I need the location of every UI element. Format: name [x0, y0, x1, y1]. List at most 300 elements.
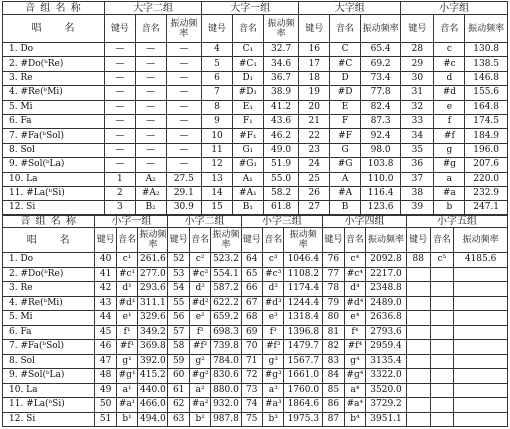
- key-number-cell: 13: [202, 172, 233, 186]
- frequency-cell: 2489.0: [366, 296, 407, 311]
- key-number-cell: 10: [202, 129, 233, 143]
- frequency-cell: 2348.8: [366, 282, 407, 297]
- note-name-cell: #a²: [189, 398, 210, 413]
- note-name-cell: [430, 369, 454, 384]
- key-number-cell: 40: [95, 253, 116, 268]
- note-name-cell: [430, 340, 454, 355]
- solfege-label: 3. Re: [3, 282, 95, 297]
- key-number-cell: 88: [406, 253, 430, 268]
- frequency-cell: 49.0: [263, 143, 299, 157]
- note-name-cell: #g³: [262, 369, 283, 384]
- note-name-cell: f⁴: [344, 325, 365, 340]
- solfege-label: 6. Fa: [3, 114, 105, 128]
- frequency-cell: 77.8: [360, 86, 400, 100]
- key-number-cell: —: [104, 71, 135, 85]
- note-name-cell: g⁴: [344, 354, 365, 369]
- key-number-cell: 32: [401, 100, 434, 114]
- table-row: [3, 340, 508, 355]
- key-number-cell: 60: [168, 369, 189, 384]
- note-name-cell: F: [330, 114, 361, 128]
- note-name-cell: c⁵: [430, 253, 454, 268]
- key-number-cell: 64: [241, 253, 262, 268]
- note-name-cell: A₂: [135, 172, 166, 186]
- frequency-cell: 3322.0: [366, 369, 407, 384]
- frequency-cell: 34.6: [263, 57, 299, 71]
- key-number-cell: 39: [401, 201, 434, 215]
- key-number-cell: 67: [241, 296, 262, 311]
- note-name-cell: [430, 383, 454, 398]
- frequency-cell: —: [166, 114, 202, 128]
- col-note-name: 音名: [344, 228, 365, 253]
- col-note-name: 音名: [330, 15, 361, 43]
- solfege-label: 7. #Fa(ᵇSol): [3, 340, 95, 355]
- col-frequency: 振动频率: [366, 228, 407, 253]
- col-key-number: 键号: [202, 15, 233, 43]
- note-name-cell: #f³: [262, 340, 283, 355]
- key-number-cell: 3: [104, 201, 135, 215]
- note-name-cell: c¹: [116, 253, 137, 268]
- frequency-cell: 130.8: [465, 43, 508, 57]
- solfege-label: 7. #Fa(ᵇSol): [3, 129, 105, 143]
- key-number-cell: 33: [401, 114, 434, 128]
- note-name-cell: a³: [262, 383, 283, 398]
- frequency-cell: 3135.4: [366, 354, 407, 369]
- key-number-cell: 15: [202, 201, 233, 215]
- table-row: [3, 172, 508, 186]
- frequency-cell: 61.8: [263, 201, 299, 215]
- col-note-name: 音名: [232, 15, 263, 43]
- frequency-cell: 58.2: [263, 186, 299, 200]
- key-number-cell: 16: [299, 43, 330, 57]
- note-name-cell: D₁: [232, 71, 263, 85]
- frequency-cell: 440.0: [138, 383, 168, 398]
- key-number-cell: [406, 311, 430, 326]
- frequency-cell: 2959.4: [366, 340, 407, 355]
- key-number-cell: 54: [168, 282, 189, 297]
- note-name-cell: a⁴: [344, 383, 365, 398]
- solfege-label: 12. Si: [3, 412, 95, 427]
- frequency-cell: 698.3: [211, 325, 241, 340]
- key-number-cell: 18: [299, 71, 330, 85]
- frequency-cell: 1174.4: [284, 282, 323, 297]
- frequency-cell: 1975.3: [284, 412, 323, 427]
- col-key-number: 键号: [406, 228, 430, 253]
- key-number-cell: 20: [299, 100, 330, 114]
- key-number-cell: 11: [202, 143, 233, 157]
- frequency-cell: 247.1: [465, 201, 508, 215]
- key-number-cell: 74: [241, 398, 262, 413]
- frequency-cell: 82.4: [360, 100, 400, 114]
- key-number-cell: 62: [168, 398, 189, 413]
- note-name-cell: g: [434, 143, 465, 157]
- col-key-number: 键号: [95, 228, 116, 253]
- frequency-cell: 138.5: [465, 57, 508, 71]
- frequency-cell: 261.6: [138, 253, 168, 268]
- table-row: [3, 412, 508, 427]
- frequency-cell: —: [166, 158, 202, 172]
- frequency-cell: 369.8: [138, 340, 168, 355]
- solfege-label: 8. Sol: [3, 143, 105, 157]
- note-name-cell: #c¹: [116, 267, 137, 282]
- table-row: [3, 186, 508, 200]
- col-note-name: 音名: [189, 228, 210, 253]
- col-note-name: 音名: [135, 15, 166, 43]
- note-name-cell: c³: [262, 253, 283, 268]
- note-name-cell: #c⁴: [344, 267, 365, 282]
- frequency-cell: 3520.0: [366, 383, 407, 398]
- key-number-cell: 59: [168, 354, 189, 369]
- table-row: [3, 129, 508, 143]
- corner-label-group: 音 组 名 称: [3, 2, 105, 15]
- note-name-cell: f: [434, 114, 465, 128]
- frequency-cell: 69.2: [360, 57, 400, 71]
- note-name-cell: b: [434, 201, 465, 215]
- frequency-cell: 1479.7: [284, 340, 323, 355]
- key-number-cell: [406, 354, 430, 369]
- key-number-cell: —: [104, 129, 135, 143]
- key-number-cell: 77: [323, 267, 344, 282]
- frequency-cell: 2092.8: [366, 253, 407, 268]
- note-name-cell: e: [434, 100, 465, 114]
- note-name-cell: #C: [330, 57, 361, 71]
- key-number-cell: 8: [202, 100, 233, 114]
- key-number-cell: 66: [241, 282, 262, 297]
- note-name-cell: #D: [330, 86, 361, 100]
- frequency-cell: [454, 340, 508, 355]
- group-header: 大字一组: [202, 2, 299, 15]
- key-number-cell: 46: [95, 340, 116, 355]
- key-number-cell: 47: [95, 354, 116, 369]
- solfege-label: 11. #La(ᵇSi): [3, 186, 105, 200]
- col-note-name: 音名: [116, 228, 137, 253]
- frequency-cell: 987.8: [211, 412, 241, 427]
- note-name-cell: #g¹: [116, 369, 137, 384]
- key-number-cell: 55: [168, 296, 189, 311]
- note-name-cell: a²: [189, 383, 210, 398]
- key-number-cell: 80: [323, 311, 344, 326]
- frequency-cell: 880.0: [211, 383, 241, 398]
- col-frequency: 振动频率: [211, 228, 241, 253]
- note-name-cell: C₁: [232, 43, 263, 57]
- note-name-cell: b²: [189, 412, 210, 427]
- frequency-cell: —: [166, 43, 202, 57]
- col-key-number: 键号: [241, 228, 262, 253]
- frequency-cell: 36.7: [263, 71, 299, 85]
- table-row: [3, 43, 508, 57]
- frequency-cell: —: [166, 86, 202, 100]
- key-number-cell: 69: [241, 325, 262, 340]
- frequency-cell: [454, 325, 508, 340]
- note-name-cell: #A: [330, 186, 361, 200]
- table-row: [3, 296, 508, 311]
- col-key-number: 键号: [104, 15, 135, 43]
- frequency-cell: 659.2: [211, 311, 241, 326]
- key-number-cell: 75: [241, 412, 262, 427]
- key-number-cell: 38: [401, 186, 434, 200]
- frequency-cell: 1108.2: [284, 267, 323, 282]
- group-header: 小字三组: [241, 215, 323, 228]
- key-number-cell: 84: [323, 369, 344, 384]
- note-name-cell: #C₁: [232, 57, 263, 71]
- table-body-upper: [3, 43, 508, 216]
- frequency-cell: —: [166, 100, 202, 114]
- group-header: 小字二组: [168, 215, 241, 228]
- frequency-cell: 554.1: [211, 267, 241, 282]
- note-name-cell: g¹: [116, 354, 137, 369]
- frequency-cell: 523.2: [211, 253, 241, 268]
- frequency-cell: 146.8: [465, 71, 508, 85]
- solfege-label: 5. Mi: [3, 100, 105, 114]
- frequency-cell: 415.2: [138, 369, 168, 384]
- key-number-cell: 57: [168, 325, 189, 340]
- frequency-cell: 103.8: [360, 158, 400, 172]
- key-number-cell: 7: [202, 86, 233, 100]
- note-name-cell: #f⁴: [344, 340, 365, 355]
- note-name-cell: B₁: [232, 201, 263, 215]
- solfege-label: 4. #Re(ᵇMi): [3, 86, 105, 100]
- note-name-cell: #a: [434, 186, 465, 200]
- frequency-cell: 123.6: [360, 201, 400, 215]
- solfege-label: 3. Re: [3, 71, 105, 85]
- solfege-label: 11. #La(ᵇSi): [3, 398, 95, 413]
- key-number-cell: 24: [299, 158, 330, 172]
- key-number-cell: 42: [95, 282, 116, 297]
- solfege-label: 10. La: [3, 172, 105, 186]
- solfege-label: 4. #Re(ᵇMi): [3, 296, 95, 311]
- frequency-cell: 46.2: [263, 129, 299, 143]
- key-number-cell: 43: [95, 296, 116, 311]
- solfege-label: 2. #Do(ᵇRe): [3, 267, 95, 282]
- note-name-cell: f³: [262, 325, 283, 340]
- note-name-cell: —: [135, 43, 166, 57]
- frequency-cell: [454, 383, 508, 398]
- frequency-cell: 277.0: [138, 267, 168, 282]
- key-number-cell: 1: [104, 172, 135, 186]
- key-number-cell: [406, 398, 430, 413]
- note-name-cell: d³: [262, 282, 283, 297]
- frequency-cell: [454, 412, 508, 427]
- note-name-cell: #d: [434, 86, 465, 100]
- frequency-cell: 587.2: [211, 282, 241, 297]
- note-name-cell: #g²: [189, 369, 210, 384]
- key-number-cell: 71: [241, 354, 262, 369]
- frequency-cell: 155.6: [465, 86, 508, 100]
- note-name-cell: #D₁: [232, 86, 263, 100]
- key-number-cell: 44: [95, 311, 116, 326]
- note-name-cell: b¹: [116, 412, 137, 427]
- note-name-cell: e⁴: [344, 311, 365, 326]
- frequency-cell: 1396.8: [284, 325, 323, 340]
- note-name-cell: —: [135, 143, 166, 157]
- solfege-label: 1. Do: [3, 43, 105, 57]
- solfege-label: 12. Si: [3, 201, 105, 215]
- col-key-number: 键号: [323, 228, 344, 253]
- table-row: [3, 383, 508, 398]
- group-header: 小字组: [401, 2, 508, 15]
- key-number-cell: 68: [241, 311, 262, 326]
- col-frequency: 振动频率: [138, 228, 168, 253]
- group-header: 大字组: [299, 2, 401, 15]
- group-header: 小字四组: [323, 215, 407, 228]
- key-number-cell: [406, 282, 430, 297]
- note-name-cell: a¹: [116, 383, 137, 398]
- key-number-cell: 65: [241, 267, 262, 282]
- frequency-cell: 30.9: [166, 201, 202, 215]
- note-name-cell: A₁: [232, 172, 263, 186]
- col-note-name: 音名: [434, 15, 465, 43]
- note-name-cell: [430, 282, 454, 297]
- col-key-number: 键号: [168, 228, 189, 253]
- frequency-cell: 830.6: [211, 369, 241, 384]
- note-name-cell: #d³: [262, 296, 283, 311]
- frequency-cell: 784.0: [211, 354, 241, 369]
- table-row: [3, 86, 508, 100]
- table-row: [3, 143, 508, 157]
- key-number-cell: [406, 325, 430, 340]
- note-name-cell: #c²: [189, 267, 210, 282]
- table-body-lower: [3, 253, 508, 427]
- key-number-cell: —: [104, 143, 135, 157]
- note-name-cell: E₁: [232, 100, 263, 114]
- frequency-cell: 392.0: [138, 354, 168, 369]
- col-frequency: 振动频率: [284, 228, 323, 253]
- frequency-cell: 1244.4: [284, 296, 323, 311]
- frequency-cell: 27.5: [166, 172, 202, 186]
- frequency-cell: —: [166, 71, 202, 85]
- key-number-cell: 63: [168, 412, 189, 427]
- note-name-cell: [430, 325, 454, 340]
- note-name-cell: a: [434, 172, 465, 186]
- solfege-label: 8. Sol: [3, 354, 95, 369]
- frequency-table-upper: [2, 1, 508, 216]
- table-row: [3, 282, 508, 297]
- key-number-cell: 31: [401, 86, 434, 100]
- key-number-cell: 45: [95, 325, 116, 340]
- note-name-cell: [430, 398, 454, 413]
- key-number-cell: 21: [299, 114, 330, 128]
- table-row: [3, 311, 508, 326]
- key-number-cell: 49: [95, 383, 116, 398]
- group-header: 小字五组: [406, 215, 507, 228]
- frequency-cell: 73.4: [360, 71, 400, 85]
- group-header: 小字一组: [95, 215, 168, 228]
- frequency-cell: 38.9: [263, 86, 299, 100]
- frequency-cell: 164.8: [465, 100, 508, 114]
- frequency-cell: 1661.0: [284, 369, 323, 384]
- col-frequency: 振动频率: [454, 228, 508, 253]
- note-name-cell: d⁴: [344, 282, 365, 297]
- note-name-cell: —: [135, 129, 166, 143]
- corner-label-solfege: 唱 名: [3, 15, 105, 43]
- corner-label-group: 音 组 名 称: [3, 215, 95, 228]
- corner-label-solfege: 唱 名: [3, 228, 95, 253]
- frequency-cell: [454, 267, 508, 282]
- note-name-cell: [430, 354, 454, 369]
- solfege-label: 9. #Sol(ᵇLa): [3, 369, 95, 384]
- note-name-cell: —: [135, 100, 166, 114]
- solfege-label: 5. Mi: [3, 311, 95, 326]
- col-frequency: 振动频率: [360, 15, 400, 43]
- note-name-cell: #a³: [262, 398, 283, 413]
- key-number-cell: [406, 369, 430, 384]
- note-name-cell: G₁: [232, 143, 263, 157]
- col-frequency: 振动频率: [166, 15, 202, 43]
- key-number-cell: 4: [202, 43, 233, 57]
- key-number-cell: [406, 296, 430, 311]
- note-name-cell: G: [330, 143, 361, 157]
- note-name-cell: e¹: [116, 311, 137, 326]
- note-name-cell: b⁴: [344, 412, 365, 427]
- frequency-cell: [454, 369, 508, 384]
- key-number-cell: 58: [168, 340, 189, 355]
- note-name-cell: e³: [262, 311, 283, 326]
- solfege-label: 10. La: [3, 383, 95, 398]
- note-name-cell: c⁴: [344, 253, 365, 268]
- table-row: [3, 158, 508, 172]
- key-number-cell: 86: [323, 398, 344, 413]
- frequency-cell: 184.9: [465, 129, 508, 143]
- note-name-cell: f¹: [116, 325, 137, 340]
- frequency-cell: 3729.2: [366, 398, 407, 413]
- key-number-cell: —: [104, 158, 135, 172]
- key-number-cell: 23: [299, 143, 330, 157]
- frequency-cell: 55.0: [263, 172, 299, 186]
- key-number-cell: [406, 383, 430, 398]
- table-row: [3, 369, 508, 384]
- note-name-cell: [430, 296, 454, 311]
- table-row: [3, 114, 508, 128]
- frequency-cell: 32.7: [263, 43, 299, 57]
- key-number-cell: —: [104, 100, 135, 114]
- note-name-cell: c²: [189, 253, 210, 268]
- solfege-label: 6. Fa: [3, 325, 95, 340]
- key-number-cell: 87: [323, 412, 344, 427]
- key-number-cell: 2: [104, 186, 135, 200]
- frequency-cell: 1760.0: [284, 383, 323, 398]
- note-name-cell: #F₁: [232, 129, 263, 143]
- note-name-cell: #d¹: [116, 296, 137, 311]
- key-number-cell: 41: [95, 267, 116, 282]
- note-name-cell: f²: [189, 325, 210, 340]
- note-name-cell: d: [434, 71, 465, 85]
- frequency-cell: 349.2: [138, 325, 168, 340]
- frequency-cell: 220.0: [465, 172, 508, 186]
- frequency-cell: 174.5: [465, 114, 508, 128]
- key-number-cell: 27: [299, 201, 330, 215]
- key-number-cell: 36: [401, 158, 434, 172]
- key-number-cell: 35: [401, 143, 434, 157]
- frequency-cell: —: [166, 143, 202, 157]
- key-number-cell: 28: [401, 43, 434, 57]
- note-name-cell: #a⁴: [344, 398, 365, 413]
- key-number-cell: 82: [323, 340, 344, 355]
- solfege-label: 9. #Sol(ᵇLa): [3, 158, 105, 172]
- col-note-name: 音名: [262, 228, 283, 253]
- frequency-cell: 1567.7: [284, 354, 323, 369]
- solfege-label: 1. Do: [3, 253, 95, 268]
- frequency-cell: 116.4: [360, 186, 400, 200]
- frequency-cell: 51.9: [263, 158, 299, 172]
- table-row: [3, 71, 508, 85]
- key-number-cell: 70: [241, 340, 262, 355]
- frequency-cell: 232.9: [465, 186, 508, 200]
- note-name-cell: —: [135, 71, 166, 85]
- table-row: [3, 325, 508, 340]
- key-number-cell: 85: [323, 383, 344, 398]
- frequency-cell: 92.4: [360, 129, 400, 143]
- frequency-cell: —: [166, 129, 202, 143]
- note-name-cell: #G: [330, 158, 361, 172]
